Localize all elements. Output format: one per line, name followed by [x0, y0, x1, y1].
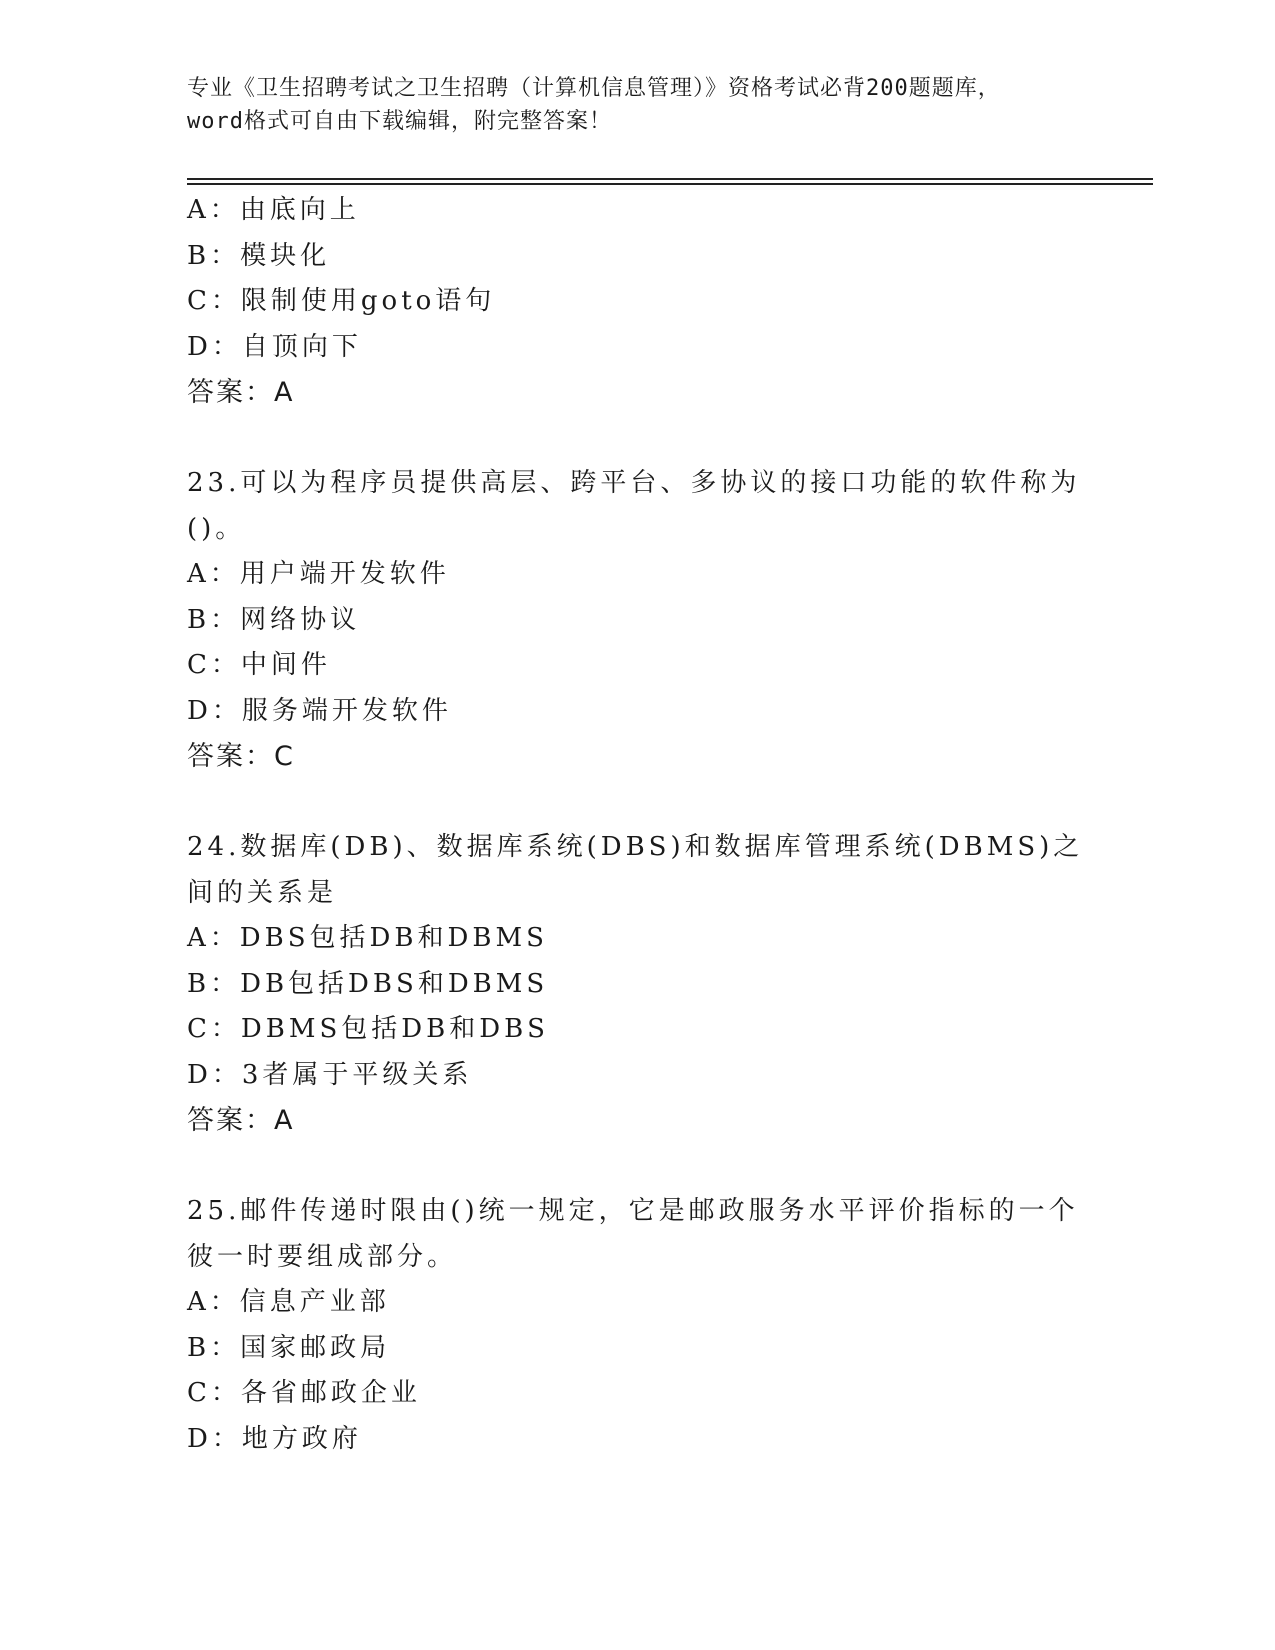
option-a: A：用户端开发软件 [187, 559, 450, 589]
question-24 [187, 825, 1087, 1144]
option-b: B：网络协议 [187, 604, 361, 635]
answer: 答案：A [187, 1105, 295, 1136]
option-a: A：DBS包括DB和DBMS [187, 923, 548, 953]
header-line-2: word格式可自由下载编辑，附完整答案！ [187, 109, 612, 134]
option-c: C：各省邮政企业 [187, 1378, 421, 1408]
question-stem: 25.邮件传递时限由()统一规定，它是邮政服务水平评价指标的一个彼一时要组成部分。 [187, 1196, 1079, 1272]
option-d: D：服务端开发软件 [187, 695, 452, 726]
spacer [187, 780, 1087, 826]
answer: 答案：C [187, 741, 295, 772]
question-25 [187, 1189, 1087, 1462]
header-divider-top [187, 178, 1153, 180]
question-23 [187, 461, 1087, 780]
header-divider-bottom [187, 183, 1153, 185]
answer: 答案：A [187, 377, 295, 408]
header-line-1: 专业《卫生招聘考试之卫生招聘（计算机信息管理）》资格考试必背200题题库， [187, 76, 1001, 101]
spacer [187, 1144, 1087, 1190]
question-list [187, 188, 1087, 1462]
option-c: C：中间件 [187, 650, 331, 680]
option-a: A：由底向上 [187, 195, 360, 225]
option-b: B：DB包括DBS和DBMS [187, 968, 549, 999]
option-b: B：模块化 [187, 240, 331, 271]
option-b: B：国家邮政局 [187, 1332, 391, 1363]
option-c: C：DBMS包括DB和DBS [187, 1014, 549, 1044]
question-22 [187, 188, 1087, 416]
option-d: D：自顶向下 [187, 331, 362, 362]
option-d: D：3者属于平级关系 [187, 1059, 473, 1090]
document-header [187, 72, 1087, 138]
option-c: C：限制使用goto语句 [187, 286, 496, 316]
question-stem: 24.数据库(DB)、数据库系统(DBS)和数据库管理系统(DBMS)之间的关系是 [187, 832, 1084, 908]
spacer [187, 416, 1087, 462]
option-a: A：信息产业部 [187, 1287, 390, 1317]
question-stem: 23.可以为程序员提供高层、跨平台、多协议的接口功能的软件称为()。 [187, 468, 1081, 544]
option-d: D：地方政府 [187, 1423, 362, 1454]
